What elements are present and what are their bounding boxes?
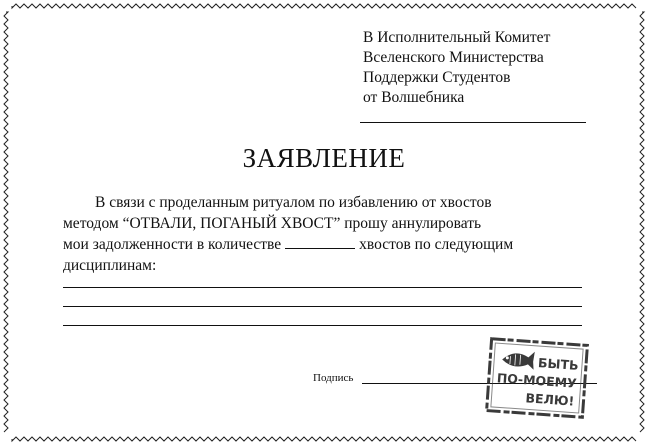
signature-label: Подпись bbox=[313, 372, 354, 384]
fish-icon bbox=[502, 350, 535, 370]
sender-name-line bbox=[360, 122, 586, 123]
text-fragment: мои задолженности в количестве bbox=[63, 236, 282, 253]
stamp-text-line: БЫТЬ bbox=[537, 355, 580, 373]
text-fragment: хвостов по следующим bbox=[359, 236, 514, 253]
text-line: В связи с проделанным ритуалом по избавлению от хвостов bbox=[95, 194, 492, 211]
fill-in-line bbox=[63, 287, 582, 288]
stamp-text-line: ПО-МОЕМУ bbox=[496, 370, 578, 391]
text-line: дисциплинам: bbox=[63, 257, 157, 274]
fill-in-line bbox=[63, 306, 582, 307]
addressee-block bbox=[363, 28, 550, 108]
addressee-line: от Волшебника bbox=[363, 89, 465, 106]
document-title: ЗАЯВЛЕНИЕ bbox=[242, 143, 406, 173]
addressee-line: В Исполнительный Комитет bbox=[363, 29, 551, 46]
text-line bbox=[63, 234, 513, 255]
fill-in-line bbox=[63, 325, 582, 326]
addressee-line: Вселенского Министерства bbox=[363, 49, 544, 66]
quantity-blank bbox=[285, 235, 355, 249]
stamp bbox=[484, 337, 589, 420]
application-text bbox=[63, 192, 513, 276]
stamp-text-line: ВЕЛЮ! bbox=[525, 390, 575, 409]
addressee-line: Поддержки Студентов bbox=[363, 69, 511, 86]
text-line: методом “ОТВАЛИ, ПОГАНЫЙ ХВОСТ” прошу аннулировать bbox=[63, 215, 482, 232]
